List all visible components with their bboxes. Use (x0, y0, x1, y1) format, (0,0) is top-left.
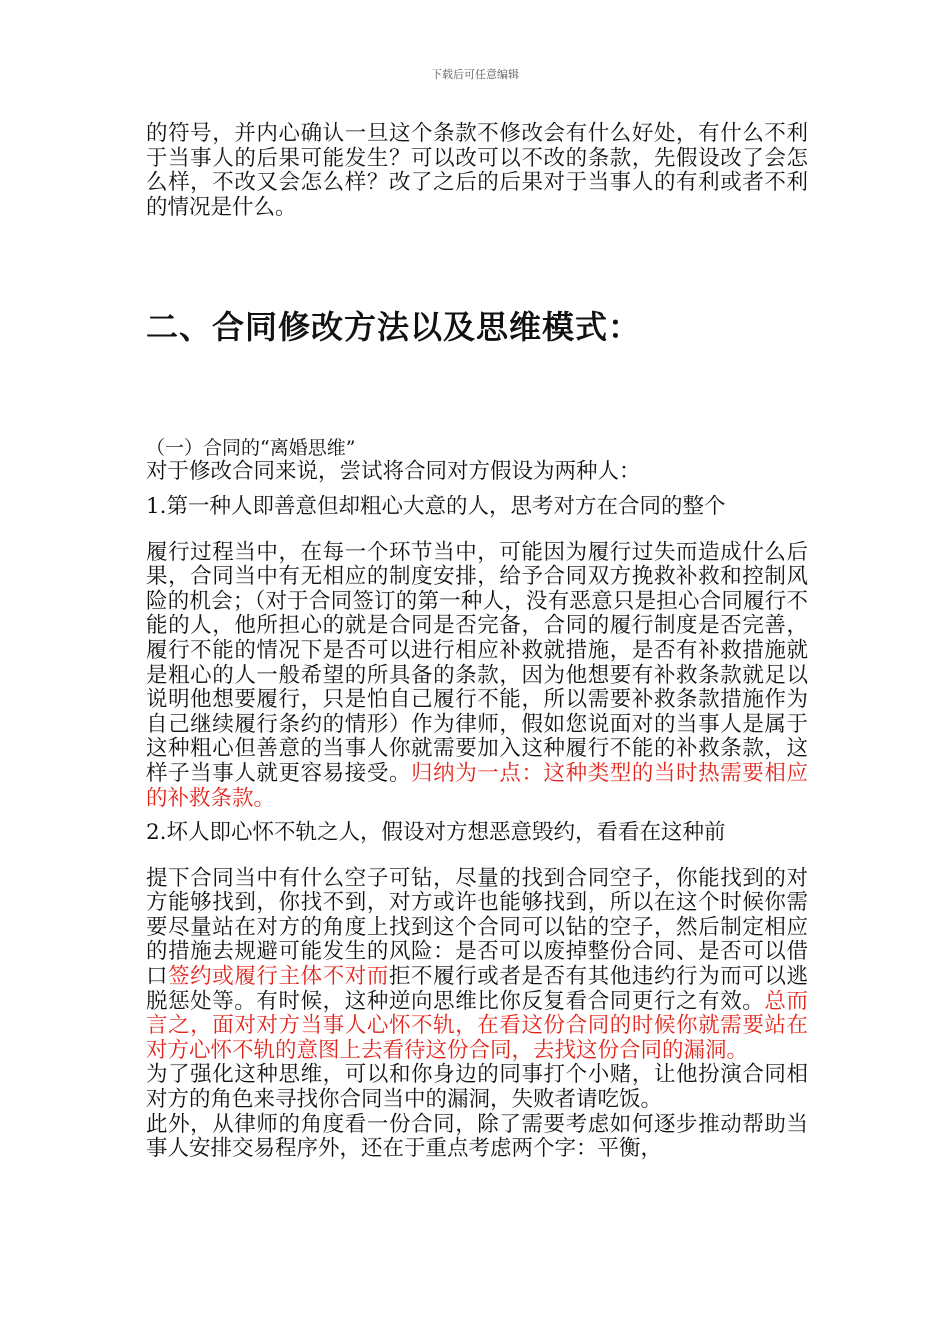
paragraph-continuation: 的符号，并内心确认一旦这个条款不修改会有什么好处，有什么不利于当事人的后果可能发生？可以改可以不改的条款，先假设改了会怎么样，不改又会怎么样？改了之后的后果对于当事人的有利或者不利的情况是什么。 (146, 121, 808, 220)
item-1-body (146, 541, 808, 812)
item-2-body (146, 867, 808, 1064)
intro-paragraph: 对于修改合同来说，尝试将合同对方假设为两种人： (146, 459, 641, 485)
item-1-highlight: 归纳为一点：这种类型的当时热需要相应的补救条款。 (146, 760, 808, 811)
item-2-lead: 2.坏人即心怀不轨之人，假设对方想恶意毁约，看看在这种前 (146, 820, 726, 846)
section-heading: 二、合同修改方法以及思维模式： (146, 308, 642, 347)
item-2-highlight-a: 签约或履行主体不对而 (168, 964, 389, 990)
item-1-lead: 1.第一种人即善意但却粗心大意的人，思考对方在合同的整个 (146, 493, 726, 519)
paragraph-bet: 为了强化这种思维，可以和你身边的同事打个小赌，让他扮演合同相对方的角色来寻找你合同当中的漏洞，失败者请吃饭。 (146, 1062, 808, 1113)
item-1-text: 履行过程当中，在每一个环节当中，可能因为履行过失而造成什么后果，合同当中有无相应的制度安排，给予合同双方挽救补救和控制风险的机会；（对于合同签订的第一种人，没有恶意只是担心合同履行不能的人，他所担心的就是合同是否完备，合同的履行制度是否完善，履行不能的情况下是否可以进行相应补救就措施，是否有补救措施就是粗心的人一般希望的所具备的条款，因为他想要有补救条款就足以说明他想要履行，只是怕自己履行不能，所以需要补救条款措施作为自己继续履行条约的情形）作为律师，假如您说面对的当事人是属于这种粗心但善意的当事人你就需要加入这种履行不能的补救条款，这样子当事人就更容易接受。 (146, 539, 808, 786)
page-header: 下载后可任意编辑 (431, 68, 519, 81)
item-2-text-b: 拒不履行或者是否有其他违约行为而可以逃脱惩处等。有时候，这种逆向思维比你反复看合同更行之有效。 (146, 964, 808, 1014)
document-body (146, 122, 808, 1162)
item-2-text-a: 提下合同当中有什么空子可钻，尽量的找到合同空子，你能找到的对方能够找到，你找不到，对方或许也能够找到，所以在这个时候你需要尽量站在对方的角度上找到这个合同可以钻的空子，然后制定相应的措施去规避可能发生的风险：是否可以废掉整份合同、是否可以借口 (146, 865, 808, 990)
item-2-highlight-b: 总而言之，面对对方当事人心怀不轨，在看这份合同的时候你就需要站在对方心怀不轨的意图上去看待这份合同，去找这份合同的漏洞。 (146, 988, 808, 1063)
paragraph-balance: 此外，从律师的角度看一份合同，除了需要考虑如何逐步推动帮助当事人安排交易程序外，还在于重点考虑两个字：平衡， (146, 1111, 808, 1162)
subsection-heading: （一）合同的“离婚思维” (146, 437, 356, 460)
